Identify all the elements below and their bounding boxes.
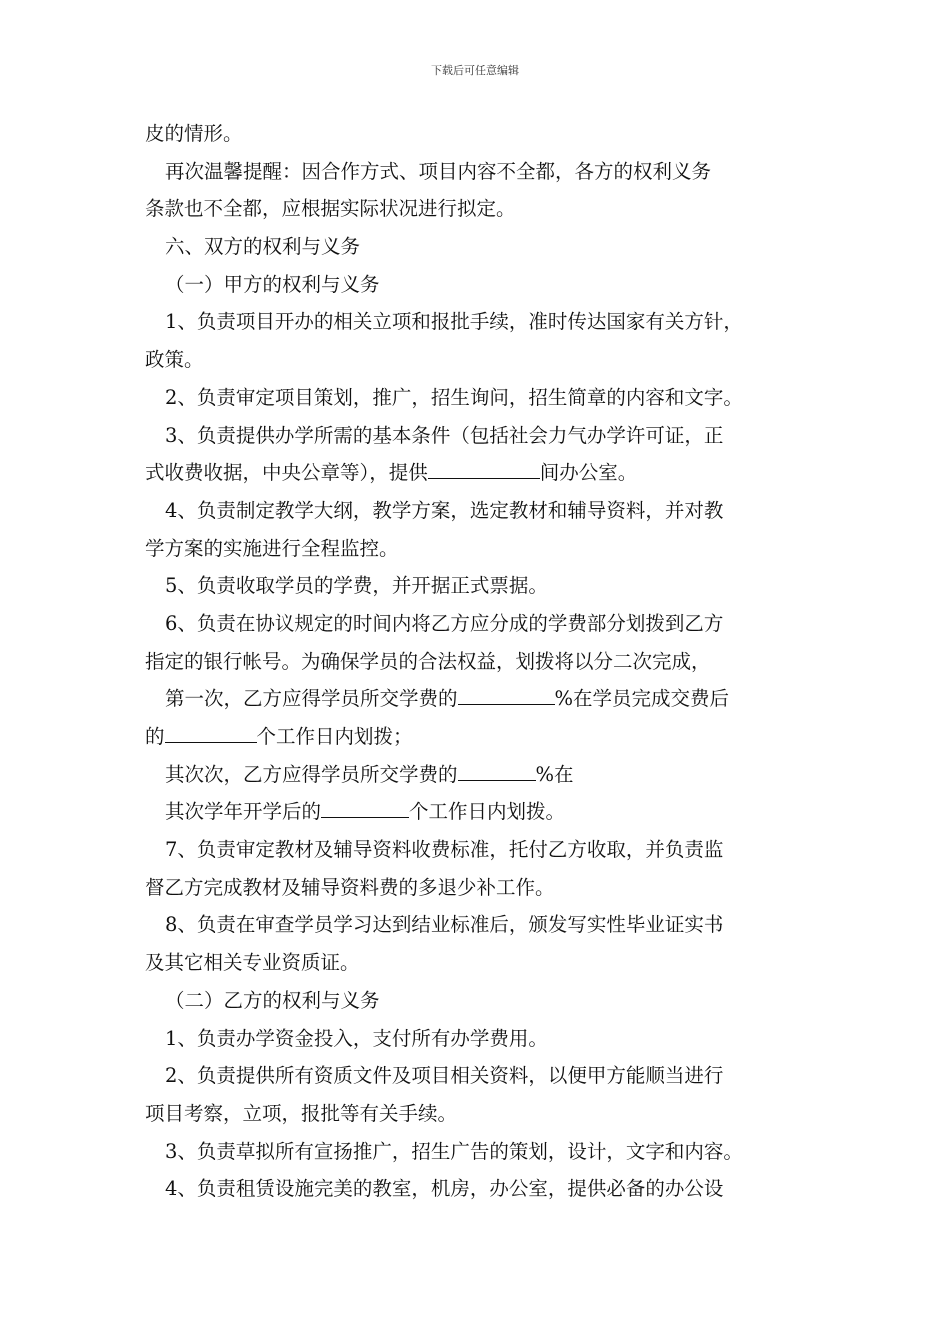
text-line: 2、负责提供所有资质文件及项目相关资料，以便甲方能顺当进行 — [165, 1064, 724, 1088]
line-text-before-blank: 其次次，乙方应得学员所交学费的 — [165, 762, 458, 786]
fill-in-blank — [428, 456, 540, 479]
line-text-after-blank: 间办公室。 — [539, 461, 638, 485]
fill-in-blank — [165, 720, 257, 743]
text-line: 6、负责在协议规定的时间内将乙方应分成的学费部分划拨到乙方 — [165, 611, 724, 635]
fill-in-blank — [458, 682, 555, 705]
text-line: 5、负责收取学员的学费，并开据正式票据。 — [165, 574, 548, 598]
text-line: 再次温馨提醒：因合作方式、项目内容不全都，各方的权利义务 — [165, 159, 712, 183]
line-text-after-blank: 个工作日内划拨。 — [409, 800, 566, 824]
text-line: 学方案的实施进行全程监控。 — [145, 536, 399, 560]
text-line: 2、负责审定项目策划，推广，招生询问，招生简章的内容和文字。 — [165, 385, 743, 409]
text-line: 及其它相关专业资质证。 — [145, 951, 360, 975]
text-line: 3、负责草拟所有宣扬推广，招生广告的策划，设计，文字和内容。 — [165, 1139, 743, 1163]
text-line — [145, 680, 815, 718]
text-line: 3、负责提供办学所需的基本条件（包括社会力气办学许可证，正 — [165, 423, 724, 447]
fill-in-blank — [458, 758, 536, 781]
text-line: 皮的情形。 — [145, 122, 243, 145]
text-line: 六、双方的权利与义务 — [165, 235, 361, 259]
text-line: 8、负责在审查学员学习达到结业标准后，颁发写实性毕业证实书 — [165, 913, 724, 937]
line-text-after-blank: 个工作日内划拨； — [256, 725, 413, 748]
text-line: 1、负责办学资金投入，支付所有办学费用。 — [165, 1026, 548, 1050]
line-text-before-blank: 第一次，乙方应得学员所交学费的 — [165, 687, 458, 711]
text-line: 7、负责审定教材及辅导资料收费标准，托付乙方收取，并负责监 — [165, 838, 724, 862]
text-line — [145, 793, 815, 831]
document-body — [145, 115, 815, 1208]
text-line: 督乙方完成教材及辅导资料费的多退少补工作。 — [145, 875, 555, 899]
text-line: 4、负责租赁设施完美的教室，机房，办公室，提供必备的办公设 — [165, 1177, 724, 1201]
text-line: 条款也不全都，应根据实际状况进行拟定。 — [145, 197, 516, 221]
line-text-before-blank: 其次学年开学后的 — [165, 800, 322, 824]
text-line: 政策。 — [145, 348, 204, 372]
line-text-before-blank: 式收费收据，中央公章等），提供 — [145, 461, 428, 485]
text-line: 1、负责项目开办的相关立项和报批手续，准时传达国家有关方针， — [165, 310, 743, 334]
text-line — [145, 756, 815, 794]
text-line — [145, 718, 815, 756]
text-line: 项目考察，立项，报批等有关手续。 — [145, 1101, 458, 1125]
line-text-after-blank: %在学员完成交费后 — [554, 687, 730, 711]
text-line: 4、负责制定教学大纲，教学方案，选定教材和辅导资料，并对教 — [165, 498, 724, 522]
page-header: 下载后可任意编辑 — [431, 64, 519, 77]
fill-in-blank — [321, 795, 409, 818]
line-text-before-blank: 的 — [145, 725, 165, 748]
line-text-after-blank: %在 — [535, 762, 574, 786]
text-line: （二）乙方的权利与义务 — [165, 988, 380, 1012]
text-line: 指定的银行帐号。为确保学员的合法权益，划拨将以分二次完成， — [145, 649, 711, 673]
text-line: （一）甲方的权利与义务 — [165, 272, 380, 296]
text-line — [145, 454, 815, 492]
